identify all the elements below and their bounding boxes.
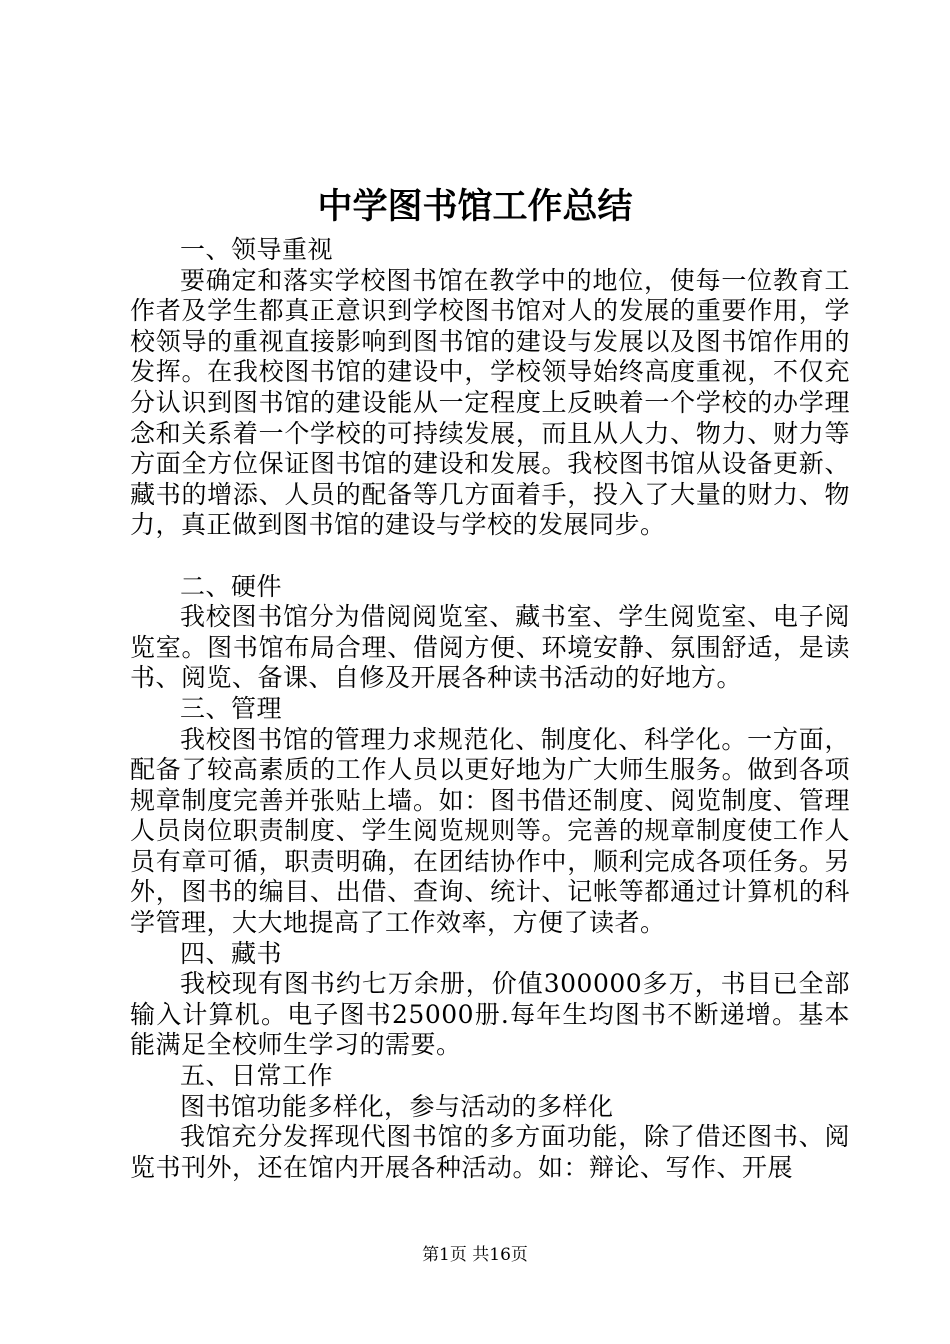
paragraph-collection: 我校现有图书约七万余册，价值300000多万，书目已全部输入计算机。电子图书25000册.每年生均图书不断递增。基本能满足全校师生学习的需要。 [130,969,850,1060]
heading-daily-work: 五、日常工作 [180,1061,334,1091]
heading-collection: 四、藏书 [180,938,283,968]
heading-hardware: 二、硬件 [180,571,283,601]
heading-management: 三、管理 [180,693,283,723]
document-body [130,235,850,1183]
paragraph-daily-work: 我馆充分发挥现代图书馆的多方面功能，除了借还图书、阅览书刊外，还在馆内开展各种活动。如：辩论、写作、开展 [130,1122,850,1182]
heading-leadership: 一、领导重视 [180,235,334,264]
paragraph-hardware: 我校图书馆分为借阅阅览室、藏书室、学生阅览室、电子阅览室。图书馆布局合理、借阅方便、环境安静、氛围舒适，是读书、阅览、备课、自修及开展各种读书活动的好地方。 [130,602,850,693]
paragraph-leadership: 要确定和落实学校图书馆在教学中的地位，使每一位教育工作者及学生都真正意识到学校图书馆对人的发展的重要作用，学校领导的重视直接影响到图书馆的建设与发展以及图书馆作用的发挥。在我校图书馆的建设中，学校领导始终高度重视，不仅充分认识到图书馆的建设能从一定程度上反映着一个学校的办学理念和关系着一个学校的可持续发展，而且从人力、物力、财力等方面全方位保证图书馆的建设和发展。我校图书馆从设备更新、藏书的增添、人员的配备等几方面着手，投入了大量的财力、物力，真正做到图书馆的建设与学校的发展同步。 [130,265,850,540]
paragraph-daily-work-subtitle: 图书馆功能多样化，参与活动的多样化 [180,1091,614,1121]
page-title: 中学图书馆工作总结 [317,187,633,227]
paragraph-management: 我校图书馆的管理力求规范化、制度化、科学化。一方面，配备了较高素质的工作人员以更好地为广大师生服务。做到各项规章制度完善并张贴上墙。如：图书借还制度、阅览制度、管理人员岗位职责制度、学生阅览规则等。完善的规章制度使工作人员有章可循，职责明确，在团结协作中，顺利完成各项任务。另外，图书的编目、出借、查询、统计、记帐等都通过计算机的科学管理，大大地提高了工作效率，方便了读者。 [130,724,850,938]
blank-line [130,541,850,572]
page-number-footer: 第1页 共16页 [422,1245,528,1265]
